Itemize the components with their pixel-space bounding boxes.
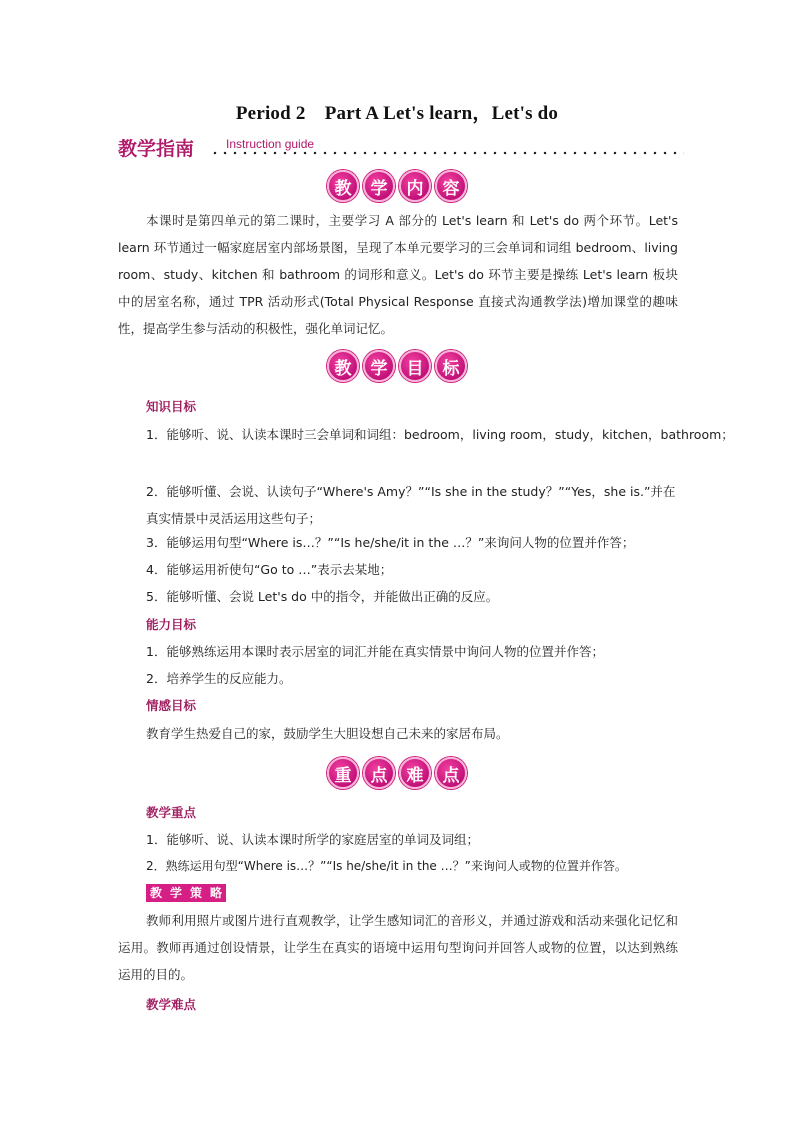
guide-title-en: Instruction guide (226, 137, 315, 151)
instruction-guide-header (118, 134, 684, 164)
badge-char: 重 (327, 757, 359, 789)
ability-goal-item: 2．培养学生的反应能力。 (146, 671, 292, 686)
section-badge-goals (0, 350, 794, 382)
strategy-paragraph: 教师利用照片或图片进行直观教学，让学生感知词汇的音形义，并通过游戏和活动来强化记忆和运用。教师再通过创设情景，让学生在真实的语境中运用句型询问并回答人或物的位置，以达到熟练运用的目的。 (118, 913, 678, 982)
strategy-char: 策 (186, 884, 206, 902)
badge-char: 目 (399, 350, 431, 382)
knowledge-goal-item: 5．能够听懂、会说 Let's do 中的指令，并能做出正确的反应。 (146, 589, 499, 604)
badge-char: 容 (435, 170, 467, 202)
difficulty-heading: 教学难点 (146, 997, 197, 1012)
badge-char: 教 (327, 350, 359, 382)
dotted-divider (210, 151, 684, 155)
emotion-goals-heading: 情感目标 (146, 698, 197, 713)
key-point-item: 2．熟练运用句型“Where is…？”“Is he/she/it in the …？”来询问人或物的位置并作答。 (146, 859, 627, 873)
knowledge-goals-heading: 知识目标 (146, 399, 197, 414)
section-badge-content (0, 170, 794, 202)
key-point-item: 1．能够听、说、认读本课时所学的家庭居室的单词及词组； (146, 832, 479, 847)
badge-char: 学 (363, 350, 395, 382)
strategy-label (146, 884, 226, 902)
knowledge-goal-item: 3．能够运用句型“Where is…？”“Is he/she/it in the …？”来询问人物的位置并作答； (146, 535, 635, 550)
badge-char: 教 (327, 170, 359, 202)
ability-goal-item: 1．能够熟练运用本课时表示居室的词汇并能在真实情景中询问人物的位置并作答； (146, 644, 604, 659)
badge-char: 内 (399, 170, 431, 202)
emotion-goal-text: 教育学生热爱自己的家，鼓励学生大胆设想自己未来的家居布局。 (146, 726, 509, 741)
badge-char: 学 (363, 170, 395, 202)
page-title: Period 2 Part A Let's learn，Let's do (235, 103, 559, 124)
strategy-char: 略 (206, 884, 226, 902)
badge-char: 点 (435, 757, 467, 789)
knowledge-goal-item: 4．能够运用祈使句“Go to …”表示去某地； (146, 562, 393, 577)
content-paragraph: 本课时是第四单元的第二课时，主要学习 A 部分的 Let's learn 和 Let's do 两个环节。Let's learn 环节通过一幅家庭居室内部场景图，呈现了本单元要学习的三会单词和词组 bedroom、living room、study、kitchen 和 bathroom 的词形和意义。Let's do 环节主要是操练 Let's learn 板块中的居室名称，通过 TPR 活动形式(Total Physical Response 直接式沟通教学法)增加课堂的趣味性，提高学生参与活动的积极性，强化单词记忆。 (118, 213, 678, 336)
guide-title-cn: 教学指南 (118, 138, 195, 160)
knowledge-goal-item: 2．能够听懂、会说、认读句子“Where's Amy？”“Is she in the study？”“Yes，she is.”并在真实情景中灵活运用这些句子； (146, 484, 676, 526)
strategy-char: 教 (146, 884, 166, 902)
strategy-char: 学 (166, 884, 186, 902)
key-points-heading: 教学重点 (146, 805, 197, 820)
knowledge-goal-item: 1．能够听、说、认读本课时三会单词和词组：bedroom，living room，study，kitchen，bathroom； (146, 427, 734, 442)
section-badge-keypoints (0, 757, 794, 789)
badge-char: 难 (399, 757, 431, 789)
badge-char: 标 (435, 350, 467, 382)
badge-char: 点 (363, 757, 395, 789)
ability-goals-heading: 能力目标 (146, 617, 197, 632)
